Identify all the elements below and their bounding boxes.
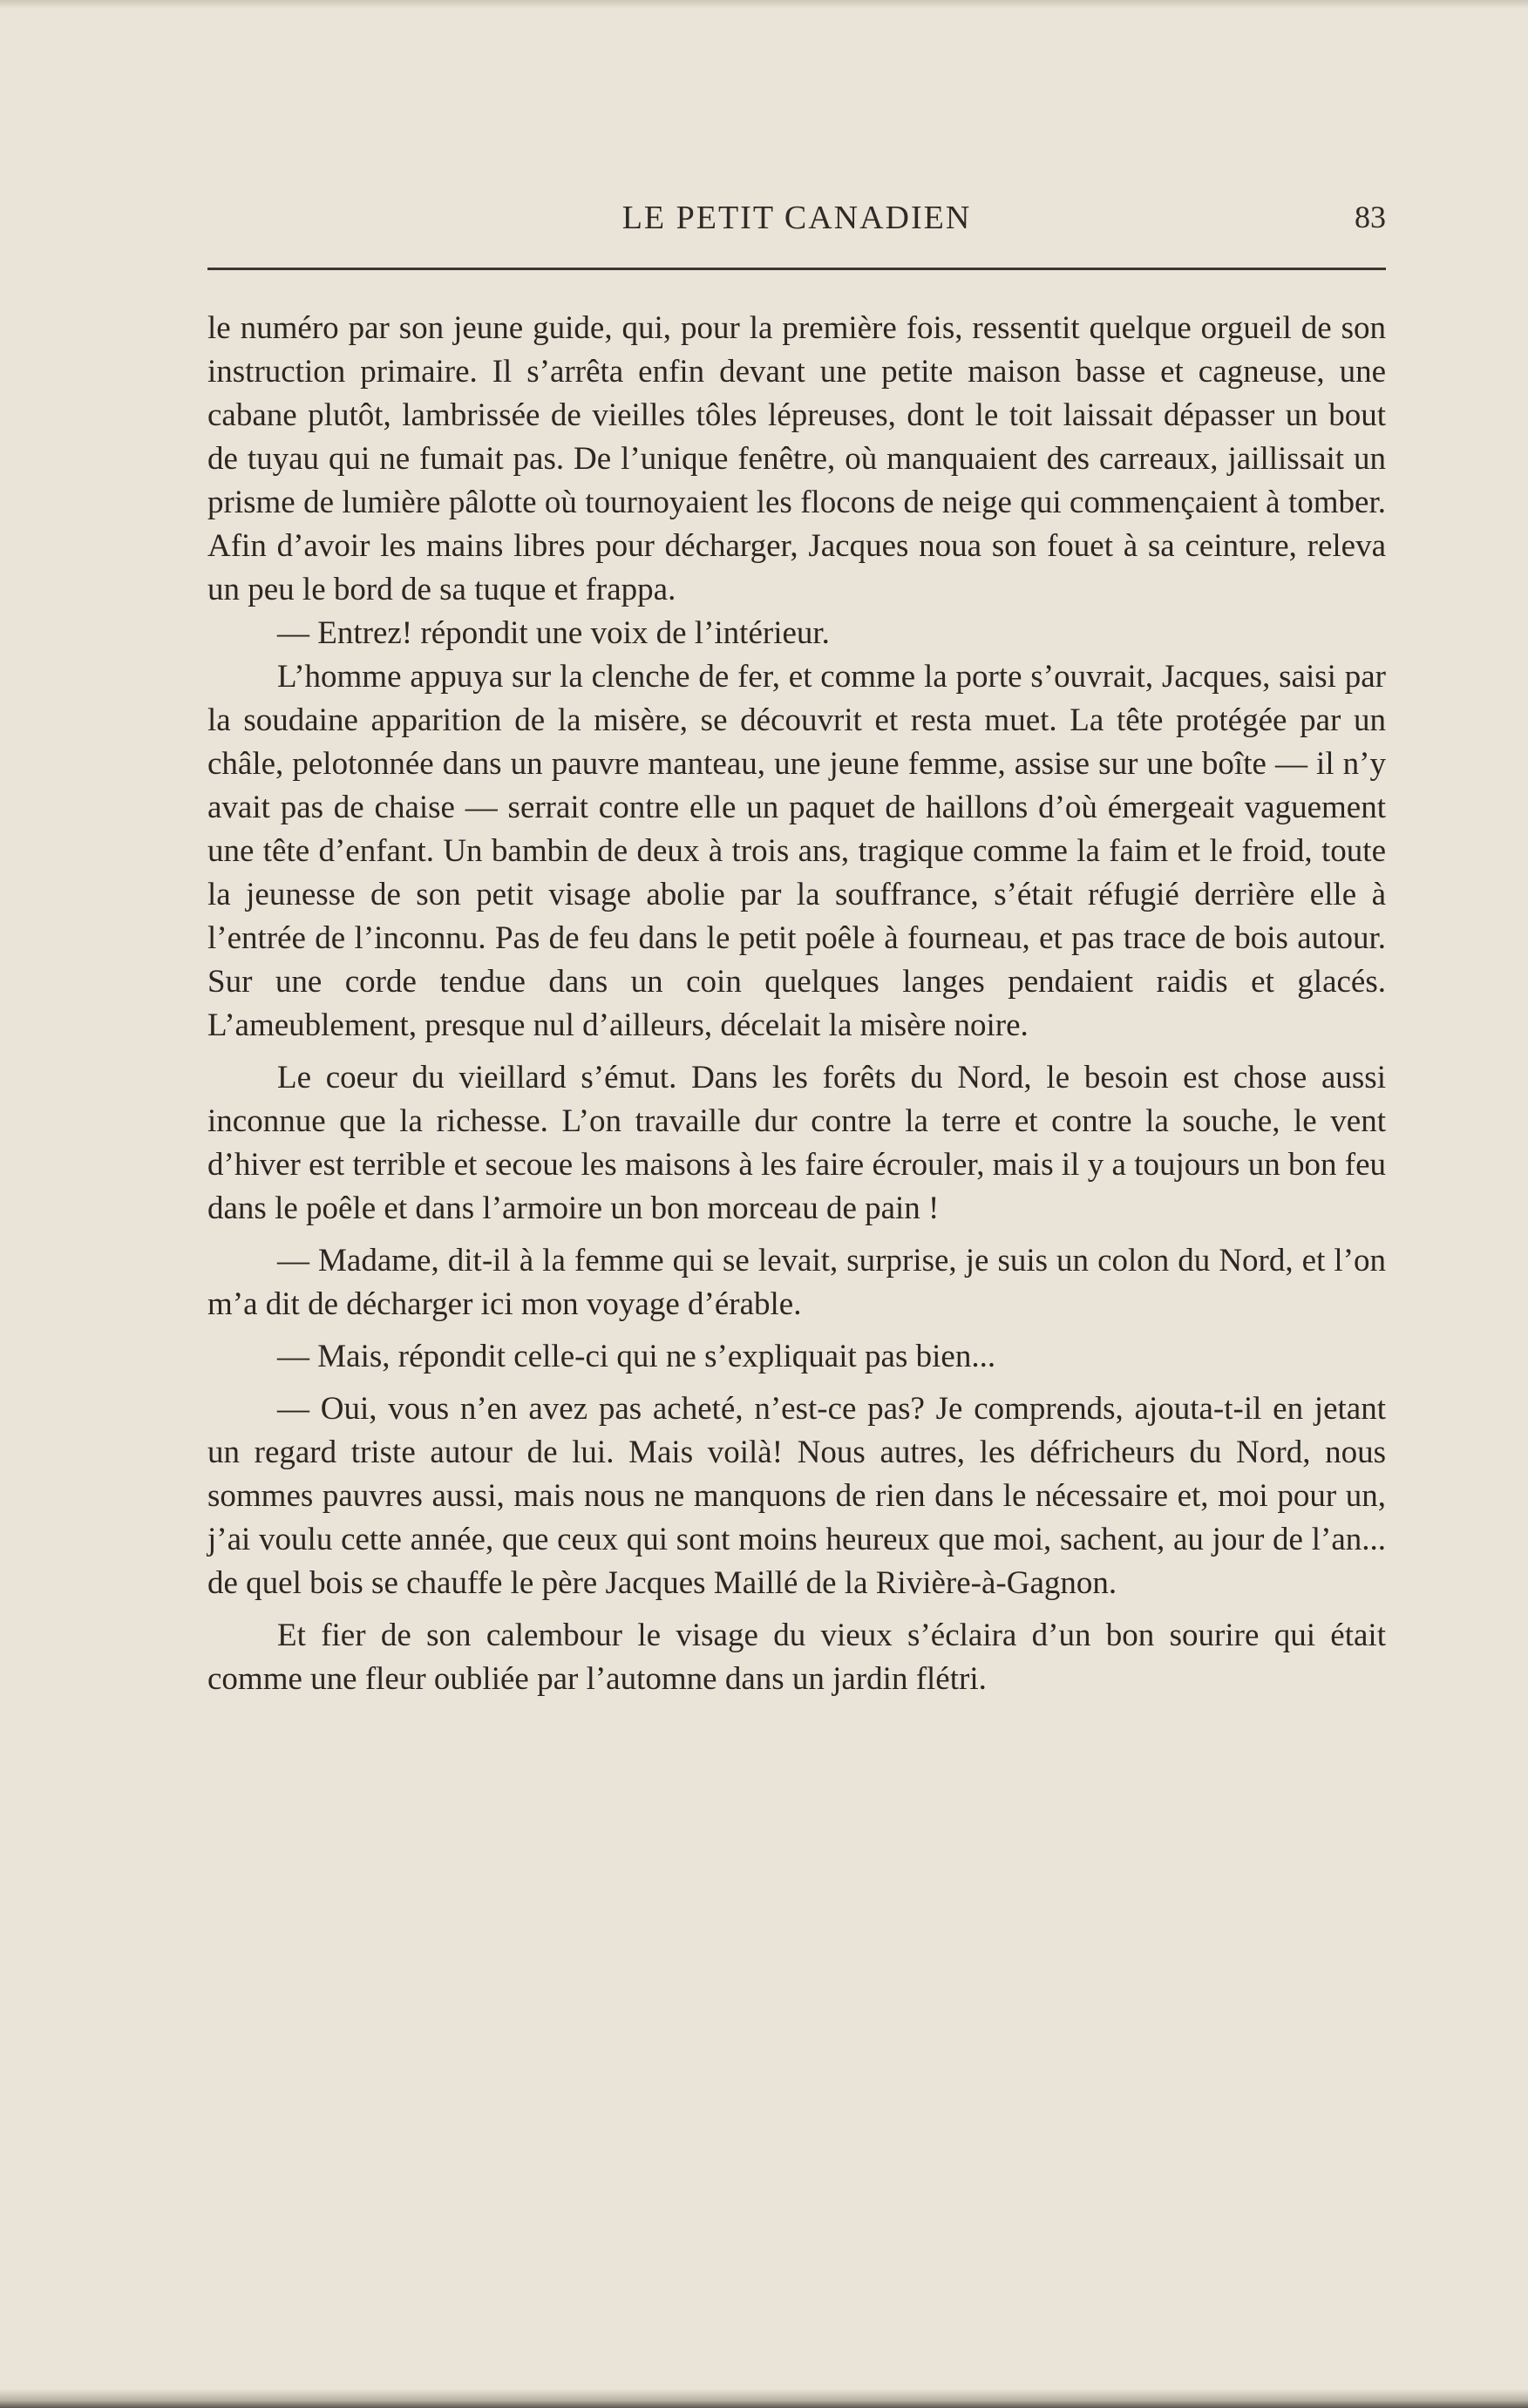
paragraph-dialogue-mais: — Mais, répondit celle-ci qui ne s’expliquait pas bien... (277, 1339, 996, 1374)
paragraph-dialogue-madame: — Madame, dit-il à la femme qui se levait, surprise, je suis un colon du Nord, et l’on m’a dit de décharger ici mon voyage d’érable. (207, 1243, 1386, 1322)
paragraph-dialogue-entrez: — Entrez! répondit une voix de l’intérieur. (277, 615, 830, 651)
header-rule (207, 268, 1386, 270)
page-top-edge (0, 0, 1528, 9)
running-title: LE PETIT CANADIEN (621, 200, 972, 236)
paragraph-misery-scene: L’homme appuya sur la clenche de fer, et comme la porte s’ouvrait, Jacques, saisi par la soudaine apparition de la misère, se découvrit et resta muet. La tête protégée par un châle, pelotonnée dans un pauvre manteau, une jeune femme, assise sur une boîte — il n’y avait pas de chaise — serrait contre elle un paquet de haillons d’où émergeait vaguement une tête d’enfant. Un bambin de deux à trois ans, tragique comme la faim et le froid, toute la jeunesse de son petit visage abolie par la souffrance, s’était réfugié derrière elle à l’entrée de l’inconnu. Pas de feu dans le petit poêle à fourneau, et pas trace de bois autour. Sur une corde tendue dans un coin quelques langes pendaient raidis et glacés. L’ameublement, presque nul d’ailleurs, décelait la misère noire. (207, 659, 1386, 1043)
running-head (207, 199, 1386, 251)
paragraph-closing: Et fier de son calembour le visage du vieux s’éclaira d’un bon sourire qui était comme une fleur oubliée par l’automne dans un jardin flétri. (207, 1618, 1386, 1697)
page-number: 83 (1355, 200, 1386, 234)
paragraph-old-man-moved: Le coeur du vieillard s’émut. Dans les forêts du Nord, le besoin est chose aussi inconnue que la richesse. L’on travaille dur contre la terre et contre la souche, le vent d’hiver est terrible et secoue les maisons à les faire écrouler, mais il y a toujours un bon feu dans le poêle et dans l’armoire un bon morceau de pain ! (207, 1060, 1386, 1226)
paragraph-continuation: le numéro par son jeune guide, qui, pour la première fois, ressentit quelque orgueil de son instruction primaire. Il s’arrêta enfin devant une petite maison basse et cagneuse, une cabane plutôt, lambrissée de vieilles tôles lépreuses, dont le toit laissait dépasser un bout de tuyau qui ne fumait pas. De l’unique fenêtre, où manquaient des carreaux, jaillissait un prisme de lumière pâlotte où tournoyaient les flocons de neige qui commençaient à tomber. Afin d’avoir les mains libres pour décharger, Jacques noua son fouet à sa ceinture, releva un peu le bord de sa tuque et frappa. (207, 310, 1386, 607)
paragraph-dialogue-oui: — Oui, vous n’en avez pas acheté, n’est-ce pas? Je comprends, ajouta-t-il en jetant un regard triste autour de lui. Mais voilà! Nous autres, les défricheurs du Nord, nous sommes pauvres aussi, mais nous ne manquons de rien dans le nécessaire et, moi pour un, j’ai voulu cette année, que ceux qui sont moins heureux que moi, sachent, au jour de l’an... de quel bois se chauffe le père Jacques Maillé de la Rivière-à-Gagnon. (207, 1391, 1386, 1601)
body-text (207, 307, 1386, 1701)
page-bottom-edge (0, 2389, 1528, 2408)
